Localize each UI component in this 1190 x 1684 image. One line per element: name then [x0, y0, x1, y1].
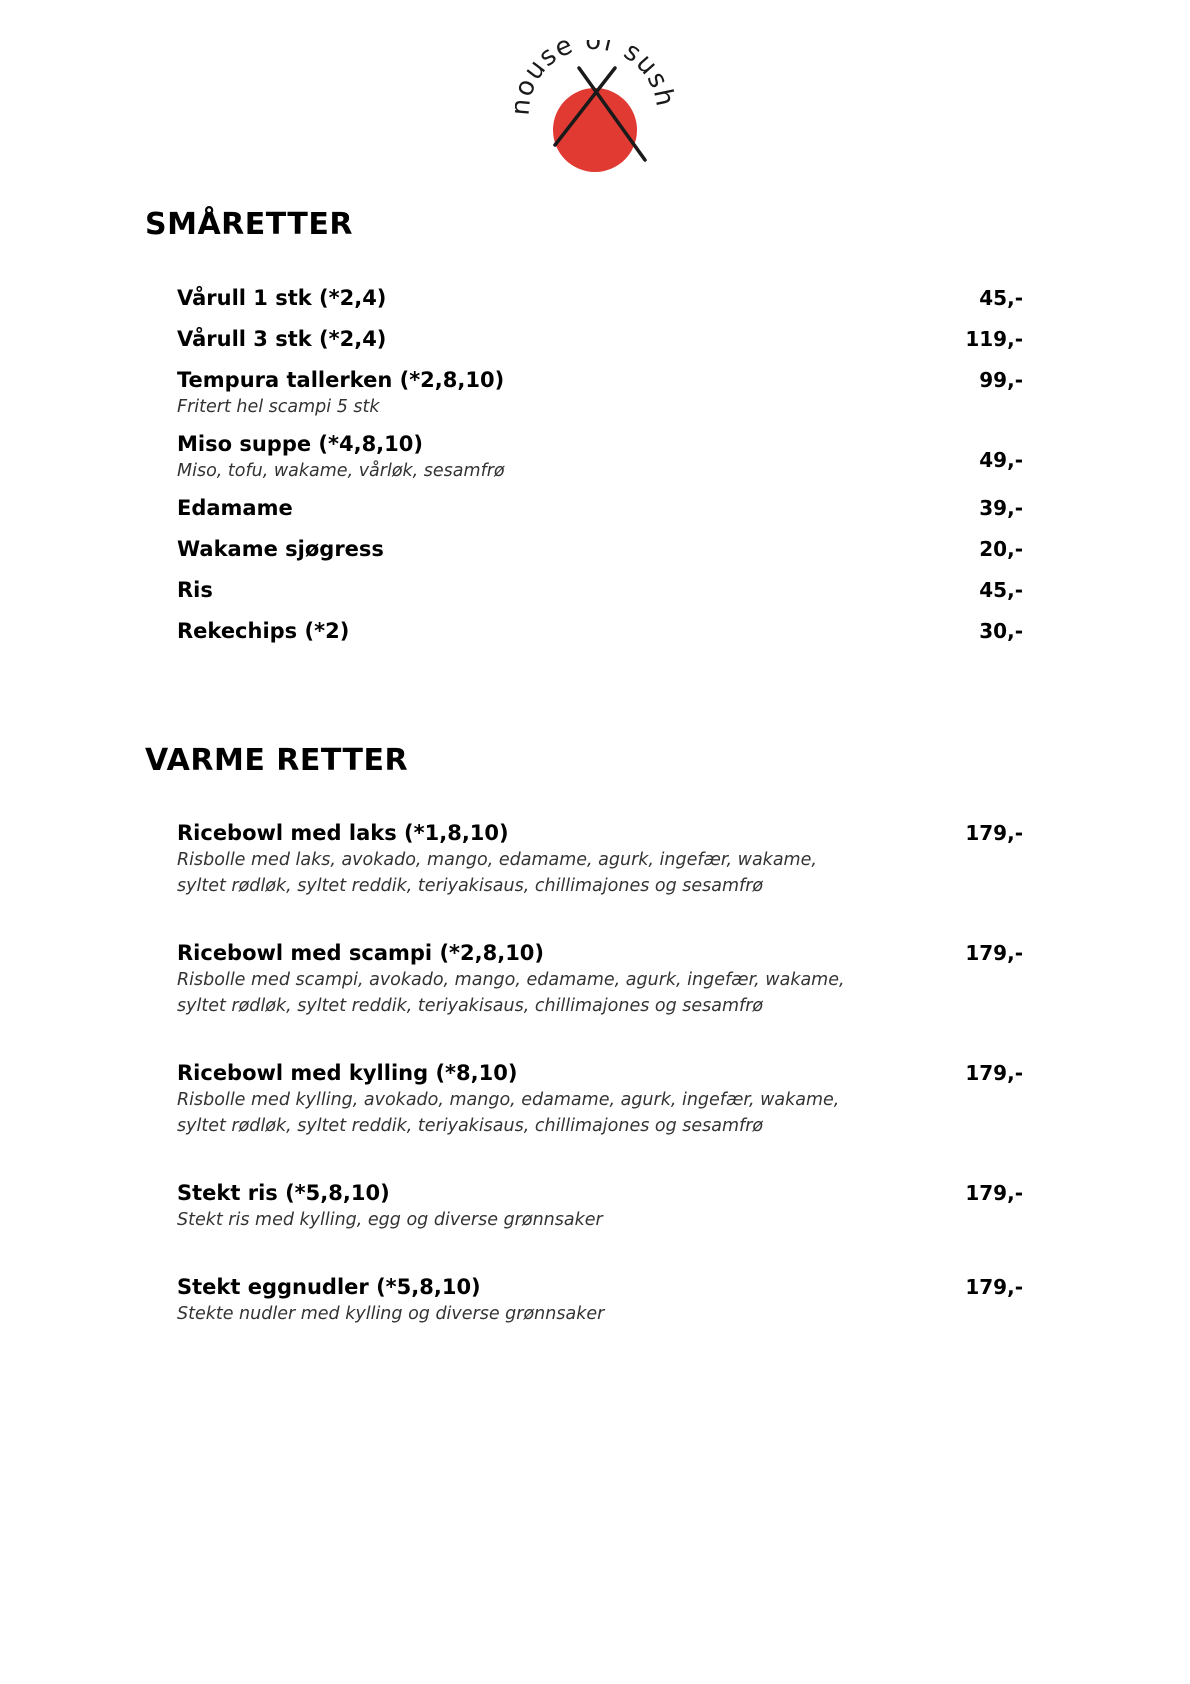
item-price: 20,-	[979, 537, 1023, 561]
item-name: Vårull 3 stk (*2,4)	[177, 327, 387, 351]
menu-item	[177, 283, 1023, 313]
item-price: 45,-	[979, 578, 1023, 602]
item-price: 39,-	[979, 496, 1023, 520]
item-name: Vårull 1 stk (*2,4)	[177, 286, 387, 310]
item-name: Ricebowl med scampi (*2,8,10)	[177, 941, 545, 965]
item-description-line: Risbolle med scampi, avokado, mango, edamame, agurk, ingefær, wakame,	[177, 970, 845, 990]
menu-item	[177, 1178, 1023, 1233]
item-description-line: syltet rødløk, syltet reddik, teriyakisaus, chillimajones og sesamfrø	[177, 996, 764, 1016]
item-name: Edamame	[177, 496, 293, 520]
item-description	[177, 847, 1023, 899]
logo-text: use of sush	[518, 40, 681, 111]
item-name: Wakame sjøgress	[177, 537, 384, 561]
item-price: 49,-	[979, 448, 1023, 472]
item-description	[177, 1087, 1023, 1139]
menu-item	[177, 534, 1023, 564]
menu-item	[177, 429, 1023, 484]
item-description: Fritert hel scampi 5 stk	[177, 397, 380, 417]
item-name: Ricebowl med laks (*1,8,10)	[177, 821, 509, 845]
item-price: 119,-	[965, 327, 1023, 351]
item-description-line: Risbolle med kylling, avokado, mango, edamame, agurk, ingefær, wakame,	[177, 1090, 840, 1110]
menu-item	[177, 575, 1023, 605]
menu-item	[177, 324, 1023, 354]
menu-item	[177, 616, 1023, 646]
varme-retter-list	[177, 818, 1023, 1366]
menu-item	[177, 938, 1023, 1019]
house-of-sushi-logo	[515, 40, 685, 180]
section-title-varme-retter: VARME RETTER	[145, 743, 409, 778]
item-price: 179,-	[965, 1061, 1023, 1085]
item-description: Miso, tofu, wakame, vårløk, sesamfrø	[177, 461, 505, 481]
item-description-line: syltet rødløk, syltet reddik, teriyakisaus, chillimajones og sesamfrø	[177, 1116, 764, 1136]
menu-item	[177, 1058, 1023, 1139]
item-name: Stekt eggnudler (*5,8,10)	[177, 1275, 481, 1299]
item-price: 179,-	[965, 821, 1023, 845]
item-name: Ris	[177, 578, 213, 602]
item-name: Tempura tallerken (*2,8,10)	[177, 368, 505, 392]
item-price: 179,-	[965, 1275, 1023, 1299]
item-description-line: syltet rødløk, syltet reddik, teriyakisaus, chillimajones og sesamfrø	[177, 876, 764, 896]
item-description: Stekte nudler med kylling og diverse grønnsaker	[177, 1304, 605, 1324]
item-price: 179,-	[965, 1181, 1023, 1205]
smaretter-list	[177, 283, 1023, 657]
menu-item	[177, 493, 1023, 523]
item-description	[177, 967, 1023, 1019]
menu-item	[177, 818, 1023, 899]
item-name: Stekt ris (*5,8,10)	[177, 1181, 390, 1205]
item-price: 30,-	[979, 619, 1023, 643]
item-price: 179,-	[965, 941, 1023, 965]
menu-item	[177, 1272, 1023, 1327]
item-name: Rekechips (*2)	[177, 619, 350, 643]
item-price: 45,-	[979, 286, 1023, 310]
item-description: Stekt ris med kylling, egg og diverse grønnsaker	[177, 1210, 603, 1230]
menu-item	[177, 365, 1023, 420]
item-price: 99,-	[979, 368, 1023, 392]
section-title-smaretter: SMÅRETTER	[145, 207, 353, 242]
item-name: Ricebowl med kylling (*8,10)	[177, 1061, 518, 1085]
item-description-line: Risbolle med laks, avokado, mango, edamame, agurk, ingefær, wakame,	[177, 850, 817, 870]
item-name: Miso suppe (*4,8,10)	[177, 432, 423, 456]
